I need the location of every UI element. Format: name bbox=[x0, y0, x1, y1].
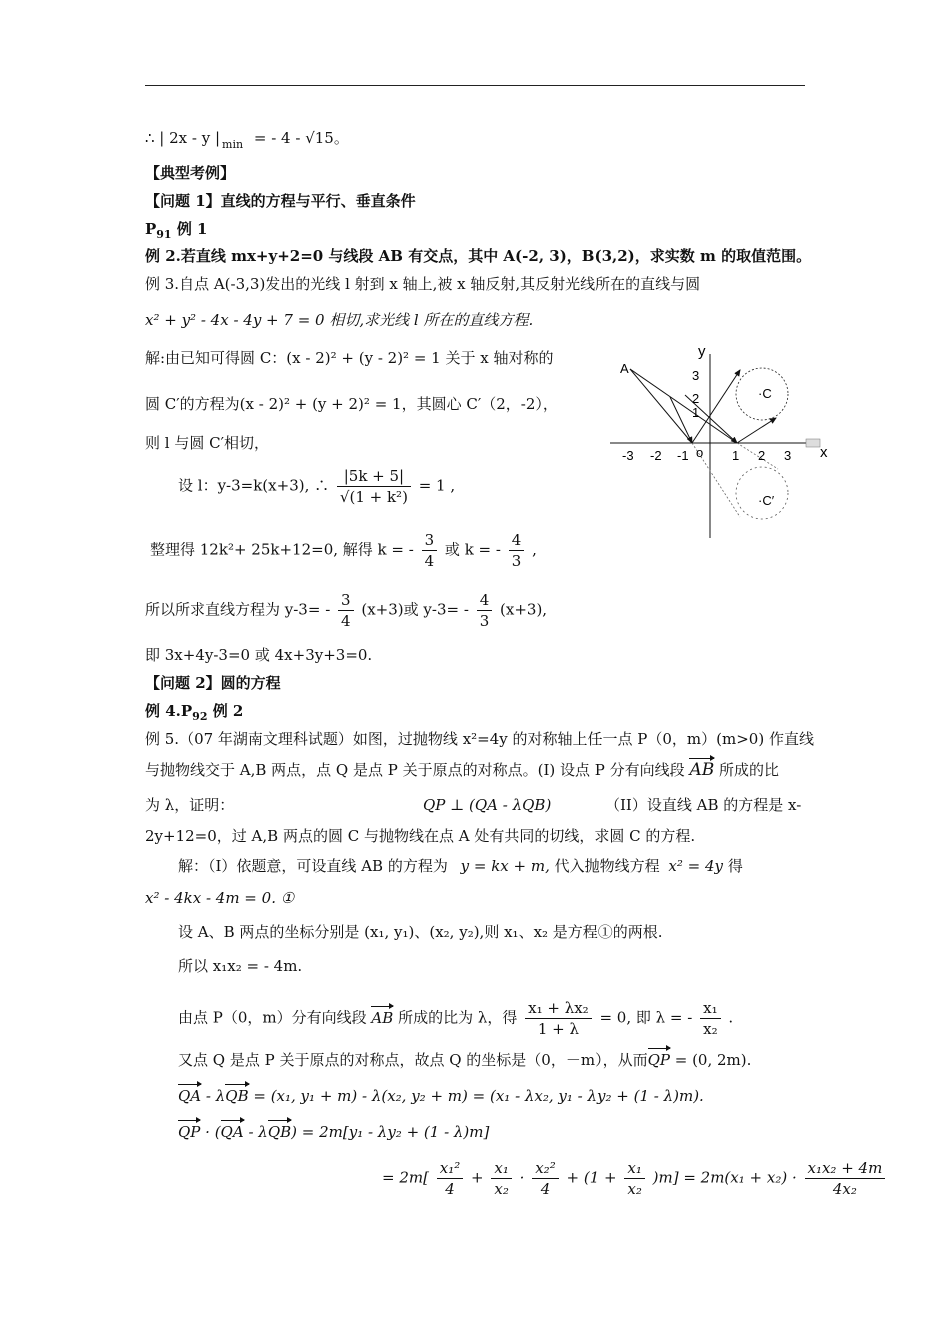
example-4: 例 $4.P_{92}$ 例 2 bbox=[145, 702, 244, 723]
solution-5-q-coord: 又点 Q 是点 P 关于原点的对称点，故点 Q 的坐标是（0，－m），从而QP = (0, 2m). bbox=[178, 1051, 752, 1069]
header-rule bbox=[145, 85, 805, 86]
solution-5-quadratic: x² - 4kx - 4m = 0. ① bbox=[145, 889, 295, 907]
example-5-line-2: 与抛物线交于 A,B 两点，点 Q 是点 P 关于原点的对称点。(I) 设点 P 分有向线段 AB 所成的比 bbox=[145, 760, 780, 780]
label-a: A bbox=[620, 361, 629, 376]
solution-5-expansion: = 2m[ $\frac{\text{x₁²}}{4}$ + $\frac{\text{x₁}}{\text{x₂}}$ · $\frac{\text{x₂²}}{4}$ + (1 + $\frac{\text{x₁}}{\text{x₂}}$ )m] = 2m(x₁ + x₂) · $\frac{\text{x₁x₂ + 4m}}{\text{4x₂}}$ bbox=[382, 1158, 888, 1199]
solution-tangent-condition: 设 l：y-3=k(x+3), ∴ $\frac{|5k + 5|}{\text{√(1 + k²)}}$ = 1 , bbox=[178, 467, 456, 506]
label-y-axis: y bbox=[698, 343, 706, 360]
tick-y-3: 3 bbox=[692, 368, 700, 383]
problem-2-heading: 【问题 2】圆的方程 bbox=[145, 674, 281, 692]
solution-5-product: 所以 x₁x₂ = - 4m. bbox=[178, 957, 303, 975]
label-x-axis: x bbox=[820, 444, 828, 461]
tick-x-3: 3 bbox=[784, 448, 792, 463]
solution-solve-k: 整理得 12k²+ 25k+12=0, 解得 k = - $\frac{3}{4}$ 或 k = - $\frac{4}{3}$ , bbox=[150, 531, 537, 570]
label-origin: o bbox=[696, 445, 704, 460]
reflected-ray-2 bbox=[737, 418, 776, 443]
example-3-line-2: x² + y² - 4x - 4y + 7 = 0 相切,求光线 l 所在的直线方程. bbox=[145, 311, 534, 329]
example-5-line-4: 2y+12=0，过 A,B 两点的圆 C 与抛物线在点 A 处有共同的切线，求圆 C 的方程. bbox=[145, 827, 696, 845]
tick-x-1: 1 bbox=[732, 448, 740, 463]
ray-a-to-x2 bbox=[630, 369, 737, 443]
solution-line-equations: 所以所求直线方程为 y-3= - $\frac{3}{4}$ (x+3)或 y-3= - $\frac{4}{3}$ (x+3), bbox=[145, 591, 548, 630]
tick-x-2: 2 bbox=[758, 448, 766, 463]
axis-end-icon bbox=[806, 439, 820, 447]
reflection-figure bbox=[600, 340, 840, 540]
tick-y-2: 2 bbox=[692, 391, 700, 406]
example-3-line-1: 例 3.自点 A(-3,3)发出的光线 l 射到 x 轴上,被 x 轴反射,其反射光线所在的直线与圆 bbox=[145, 275, 701, 293]
solution-5-dot-product: QP · (QA - λQB) = 2m[y₁ - λy₂ + (1 - λ)m] bbox=[178, 1123, 490, 1141]
example-5-line-3: 为 λ，证明： QP ⊥ (QA - λQB) （II）设直线 AB 的方程是 x- bbox=[145, 796, 802, 814]
solution-5-vector-diff: QA - λQB = (x₁, y₁ + m) - λ(x₂, y₂ + m) = (x₁ - λx₂, y₁ - λy₂ + (1 - λ)m). bbox=[178, 1087, 704, 1105]
problem-1-heading: 【问题 1】直线的方程与平行、垂直条件 bbox=[145, 192, 416, 210]
solution-line-1: 解:由已知可得圆 C：(x - 2)² + (y - 2)² = 1 关于 x 轴对称的 bbox=[145, 349, 554, 367]
solution-answer: 即 3x+4y-3=0 或 4x+3y+3=0. bbox=[145, 646, 373, 664]
line-min-result: ∴ | 2x - y | $_{min}$ = - 4 - √15。 bbox=[145, 129, 349, 151]
example-5-line-1: 例 5.（07 年湖南文理科试题）如图，过抛物线 x²=4y 的对称轴上任一点 P（0，m）(m>0) 作直线 bbox=[145, 730, 814, 748]
solution-line-3: 则 l 与圆 C′相切， bbox=[145, 434, 269, 452]
p91-example-1: $P_{91}$ 例 1 bbox=[145, 220, 208, 241]
label-center-c: ·C bbox=[758, 386, 772, 401]
label-center-c-prime: ·C′ bbox=[758, 493, 775, 508]
tick-y-1: 1 bbox=[692, 405, 700, 420]
solution-line-2: 圆 C′的方程为(x - 2)² + (y + 2)² = 1，其圆心 C′（2，-2）， bbox=[145, 395, 558, 413]
example-2: 例 2.若直线 mx+y+2=0 与线段 AB 有交点，其中 A(-2, 3)，B(3,2)，求实数 m 的取值范围。 bbox=[145, 247, 812, 265]
solution-5-roots: 设 A、B 两点的坐标分别是 (x₁, y₁)、(x₂, y₂),则 x₁、x₂ 是方程①的两根. bbox=[178, 923, 663, 941]
tick-x-m3: -3 bbox=[622, 448, 634, 463]
solution-5-line-1: 解：（Ⅰ）依题意，可设直线 AB 的方程为 y = kx + m, 代入抛物线方程 x² = 4y 得 bbox=[178, 857, 743, 875]
tick-x-m2: -2 bbox=[650, 448, 662, 463]
solution-5-ratio: 由点 P（0，m）分有向线段 AB 所成的比为 λ，得 $\frac{\text{x₁ + λx₂}}{1 + \lambda}$ = 0, 即 λ = - $\frac{\text{x₁}}{\text{x₂}}$ . bbox=[178, 999, 734, 1038]
tick-x-m1: -1 bbox=[677, 448, 689, 463]
section-heading-typical: 【典型考例】 bbox=[145, 164, 236, 182]
